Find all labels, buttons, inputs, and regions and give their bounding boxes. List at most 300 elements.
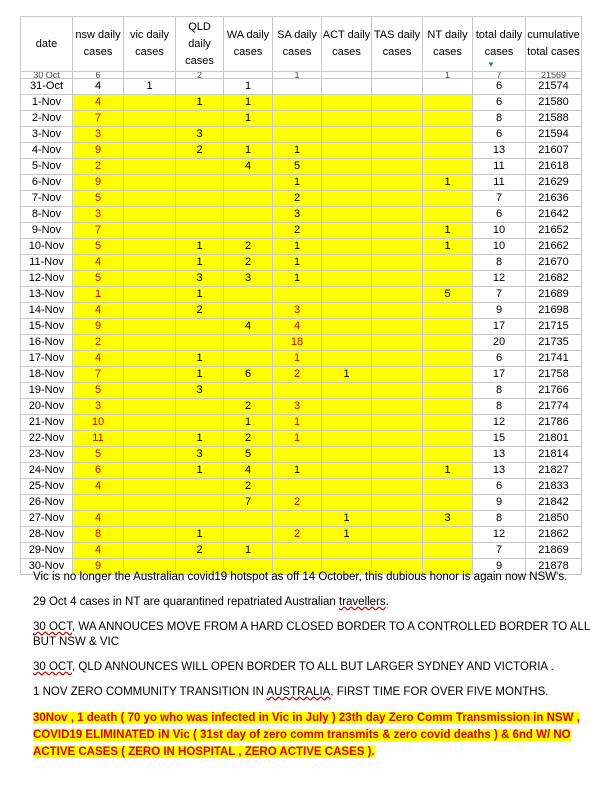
table-cell [273,479,322,495]
table-cell: 1 [273,143,322,159]
table-cell: 21758 [526,367,582,383]
table-cell [224,335,273,351]
table-cell [124,367,176,383]
table-cell [176,175,224,191]
table-cell [372,399,423,415]
table-cell: 21801 [526,431,582,447]
table-cell: 4 [73,511,124,527]
table-cell: 2 [273,367,322,383]
table-cell [273,511,322,527]
date-cell: 20-Nov [21,399,73,415]
table-cell [423,335,473,351]
date-cell: 11-Nov [21,255,73,271]
table-cell: 5 [73,383,124,399]
column-header: nsw daily cases [73,17,124,72]
table-cell: 21629 [526,175,582,191]
column-header: vic daily cases [124,17,176,72]
table-cell: 4 [273,319,322,335]
table-cell: 4 [224,319,273,335]
table-cell: 5 [73,271,124,287]
table-cell: 11 [473,175,526,191]
table-cell: 7 [473,543,526,559]
table-row [21,479,582,495]
table-cell: 1 [73,287,124,303]
table-cell [124,287,176,303]
date-cell: 16-Nov [21,335,73,351]
table-cell: 4 [224,463,273,479]
table-row [21,223,582,239]
table-cell [176,191,224,207]
date-cell: 19-Nov [21,383,73,399]
table-cell: 1 [273,431,322,447]
column-header: ACT daily cases [322,17,372,72]
column-header: WA daily cases [224,17,273,72]
table-cell: 21574 [526,79,582,95]
table-cell [322,415,372,431]
table-cell [124,463,176,479]
date-cell: 5-Nov [21,159,73,175]
table-cell: 1 [273,255,322,271]
table-cell: 8 [473,511,526,527]
table-cell: 2 [73,159,124,175]
table-cell: 5 [224,447,273,463]
table-cell: 2 [73,335,124,351]
table-cell: 2 [224,431,273,447]
table-cell [224,72,273,79]
table-cell [124,527,176,543]
table-cell [372,271,423,287]
table-cell [423,255,473,271]
table-cell [322,271,372,287]
table-cell: 3 [73,127,124,143]
table-cell [372,175,423,191]
date-cell: 18-Nov [21,367,73,383]
table-cell: 21814 [526,447,582,463]
table-cell [322,95,372,111]
table-cell: 9 [473,495,526,511]
table-cell: 1 [423,175,473,191]
table-cell [372,207,423,223]
table-cell [124,543,176,559]
table-cell: 21833 [526,479,582,495]
table-cell [273,95,322,111]
table-cell: 6 [73,72,124,79]
table-cell: 2 [224,479,273,495]
table-cell [423,303,473,319]
table-cell: 1 [224,79,273,95]
table-cell [423,207,473,223]
table-cell [322,495,372,511]
table-cell [372,72,423,79]
table-row [21,319,582,335]
table-cell: 2 [224,255,273,271]
table-cell: 1 [224,143,273,159]
table-cell [372,335,423,351]
table-cell [423,79,473,95]
table-row [21,399,582,415]
table-cell [124,383,176,399]
column-header: total daily cases [473,17,526,72]
table-row [21,95,582,111]
table-cell [372,511,423,527]
table-cell [124,159,176,175]
table-cell [124,239,176,255]
table-cell: 3 [176,271,224,287]
table-cell: 11 [473,159,526,175]
date-cell: 29-Nov [21,543,73,559]
table-row [21,495,582,511]
date-cell: 22-Nov [21,431,73,447]
table-cell: 1 [176,239,224,255]
table-cell: 9 [473,559,526,575]
table-cell: 5 [73,239,124,255]
table-cell: 4 [73,79,124,95]
table-cell [124,127,176,143]
table-cell: 9 [73,143,124,159]
table-row [21,287,582,303]
table-cell: 3 [273,399,322,415]
table-cell [176,111,224,127]
table-cell: 21588 [526,111,582,127]
table-cell: 7 [73,111,124,127]
table-cell [372,495,423,511]
date-cell: 25-Nov [21,479,73,495]
date-cell: 28-Nov [21,527,73,543]
table-cell [372,143,423,159]
table-cell [322,431,372,447]
table-cell [124,447,176,463]
table-cell: 1 [224,95,273,111]
table-row [21,351,582,367]
table-cell: 21642 [526,207,582,223]
table-cell: 5 [423,287,473,303]
table-cell: 6 [224,367,273,383]
table-cell [124,415,176,431]
table-cell: 9 [473,303,526,319]
table-cell [124,319,176,335]
table-cell [372,79,423,95]
table-cell [372,367,423,383]
table-cell: 6 [473,351,526,367]
table-cell: 21715 [526,319,582,335]
table-cell: 7 [473,72,526,79]
table-cell: 21878 [526,559,582,575]
table-cell: 21689 [526,287,582,303]
table-row [21,511,582,527]
table-cell [372,95,423,111]
table-cell [273,127,322,143]
table-cell: 8 [73,527,124,543]
table-cell: 30 Oct [21,72,73,79]
table-cell: 5 [73,191,124,207]
table-cell [372,127,423,143]
table-row [21,175,582,191]
table-cell [124,303,176,319]
column-header: SA daily cases [273,17,322,72]
table-row [21,271,582,287]
table-cell [322,72,372,79]
table-cell [273,543,322,559]
table-cell: 21662 [526,239,582,255]
column-header: NT daily cases [423,17,473,72]
table-row [21,431,582,447]
table-cell: 1 [224,111,273,127]
table-cell: 21741 [526,351,582,367]
table-cell: 15 [473,431,526,447]
table-cell [423,143,473,159]
table-cell [224,207,273,223]
table-row [21,335,582,351]
date-cell: 13-Nov [21,287,73,303]
table-cell [124,255,176,271]
table-cell [423,95,473,111]
date-cell: 26-Nov [21,495,73,511]
table-cell [372,223,423,239]
table-cell: 5 [73,447,124,463]
table-cell [423,399,473,415]
date-cell: 21-Nov [21,415,73,431]
table-cell: 21670 [526,255,582,271]
table-cell [176,335,224,351]
table-cell [372,159,423,175]
table-cell [124,111,176,127]
table-cell [124,143,176,159]
table-cell: 1 [273,271,322,287]
table-cell [322,303,372,319]
table-cell: 13 [473,463,526,479]
table-cell: 3 [73,207,124,223]
table-cell [176,159,224,175]
table-row [21,447,582,463]
column-header: TAS daily cases [372,17,423,72]
note-qld-border: 30 OCT, QLD ANNOUNCES WILL OPEN BORDER TO ALL BUT LARGER SYDNEY AND VICTORIA . [33,661,554,673]
table-cell: 4 [73,303,124,319]
table-cell: 1 [124,79,176,95]
table-cell: 1 [176,351,224,367]
table-cell [322,111,372,127]
table-row [21,303,582,319]
table-cell: 12 [473,527,526,543]
table-row [21,415,582,431]
table-cell: 21735 [526,335,582,351]
table-cell [124,431,176,447]
table-cell [322,223,372,239]
table-cell: 6 [473,127,526,143]
table-cell: 1 [176,431,224,447]
table-row [21,79,582,95]
table-cell [372,431,423,447]
sort-indicator-icon: ▼ [487,60,495,69]
table-cell [224,175,273,191]
table-cell: 1 [273,351,322,367]
table-cell: 1 [224,543,273,559]
date-cell: 17-Nov [21,351,73,367]
table-cell: 4 [73,95,124,111]
table-cell [423,527,473,543]
table-cell [372,303,423,319]
note-nt-cases: 29 Oct 4 cases in NT are quarantined repatriated Australian travellers. [33,596,389,608]
table-cell: 2 [273,527,322,543]
date-cell: 1-Nov [21,95,73,111]
table-cell [124,175,176,191]
table-cell [372,479,423,495]
table-cell [372,111,423,127]
table-cell [322,255,372,271]
table-cell [322,239,372,255]
table-cell: 3 [423,511,473,527]
table-row [21,527,582,543]
table-row [21,111,582,127]
table-cell [124,223,176,239]
table-cell: 12 [473,271,526,287]
table-cell [273,111,322,127]
table-row [21,543,582,559]
table-cell: 11 [73,431,124,447]
table-cell [322,463,372,479]
table-cell [423,495,473,511]
table-cell [273,447,322,463]
table-cell: 1 [423,239,473,255]
table-cell: 7 [473,287,526,303]
table-cell: 2 [176,543,224,559]
table-cell: 1 [224,415,273,431]
table-cell: 8 [473,383,526,399]
date-cell: 9-Nov [21,223,73,239]
table-cell: 21850 [526,511,582,527]
table-cell: 21580 [526,95,582,111]
table-cell: 3 [224,271,273,287]
table-cell: 3 [176,127,224,143]
date-cell: 12-Nov [21,271,73,287]
table-cell [176,415,224,431]
table-cell [224,127,273,143]
table-cell: 17 [473,367,526,383]
table-cell [124,399,176,415]
table-cell: 1 [423,463,473,479]
table-cell: 20 [473,335,526,351]
table-cell [124,479,176,495]
table-cell: 9 [73,175,124,191]
table-cell: 1 [176,255,224,271]
table-cell [124,335,176,351]
table-cell: 6 [473,207,526,223]
table-cell [224,287,273,303]
table-cell: 1 [176,95,224,111]
table-cell [224,303,273,319]
table-cell [423,319,473,335]
table-cell [124,191,176,207]
table-cell: 21827 [526,463,582,479]
table-cell: 1 [423,72,473,79]
date-cell: 6-Nov [21,175,73,191]
table-cell: 1 [176,367,224,383]
table-cell: 2 [273,191,322,207]
table-cell: 21569 [526,72,582,79]
table-cell: 10 [473,223,526,239]
table-cell [423,431,473,447]
table-cell [322,79,372,95]
table-cell: 4 [73,479,124,495]
table-cell [124,271,176,287]
table-cell: 1 [273,415,322,431]
table-cell [372,415,423,431]
table-cell [322,191,372,207]
column-header: QLD daily cases [176,17,224,72]
table-cell: 5 [273,159,322,175]
table-cell: 21774 [526,399,582,415]
table-cell [224,351,273,367]
table-cell: 6 [473,95,526,111]
table-cell [322,399,372,415]
date-cell: 10-Nov [21,239,73,255]
table-cell [423,367,473,383]
table-cell [273,383,322,399]
table-cell [423,351,473,367]
table-cell [372,447,423,463]
table-cell: 13 [473,143,526,159]
table-row [21,207,582,223]
table-cell [176,399,224,415]
table-cell: 2 [273,495,322,511]
table-cell: 21786 [526,415,582,431]
table-cell [322,143,372,159]
date-cell: 7-Nov [21,191,73,207]
table-cell [124,511,176,527]
table-cell: 1 [423,223,473,239]
table-cell [322,543,372,559]
table-cell: 7 [73,367,124,383]
table-cell [322,383,372,399]
date-cell: 27-Nov [21,511,73,527]
table-cell [372,527,423,543]
table-cell: 3 [273,207,322,223]
column-header: cumulative total cases [526,17,582,72]
table-cell [322,335,372,351]
table-cell [176,207,224,223]
date-cell: 8-Nov [21,207,73,223]
table-cell: 1 [273,239,322,255]
table-cell: 21594 [526,127,582,143]
table-cell [423,383,473,399]
table-cell: 1 [176,287,224,303]
table-cell: 7 [473,191,526,207]
covid-cases-table [20,16,582,575]
table-cell [423,447,473,463]
table-cell [224,527,273,543]
table-row [21,463,582,479]
table-cell [124,72,176,79]
table-cell [176,223,224,239]
table-cell [273,79,322,95]
table-cell: 1 [322,511,372,527]
table-cell [423,479,473,495]
table-row [21,367,582,383]
table-cell: 2 [224,399,273,415]
table-cell: 6 [473,79,526,95]
table-cell [372,191,423,207]
table-cell [322,159,372,175]
table-row [21,383,582,399]
table-cell: 6 [73,463,124,479]
table-cell [372,351,423,367]
table-cell [176,79,224,95]
table-cell: 2 [273,223,322,239]
table-cell [124,95,176,111]
table-cell: 2 [176,143,224,159]
table-row [21,143,582,159]
table-cell: 13 [473,447,526,463]
table-row-partial [21,72,582,79]
